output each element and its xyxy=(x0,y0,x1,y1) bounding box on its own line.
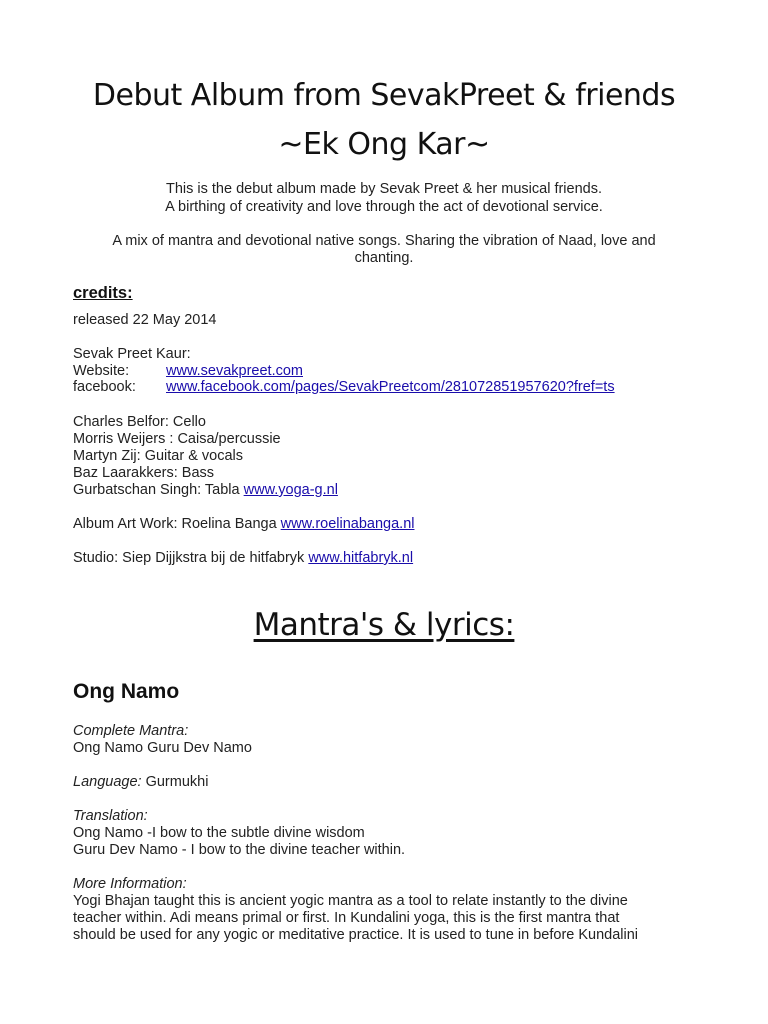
more-info-line: teacher within. Adi means primal or first. In Kundalini yoga, this is the first mantra that xyxy=(73,910,620,926)
language-label: Language: xyxy=(73,774,142,790)
translation-line: Ong Namo -I bow to the subtle divine wisdom xyxy=(73,825,365,841)
more-info-label: More Information: xyxy=(73,876,187,892)
yoga-g-link[interactable]: www.yoga-g.nl xyxy=(243,482,338,498)
artist-name: Sevak Preet Kaur: xyxy=(73,346,191,362)
more-info-line: Yogi Bhajan taught this is ancient yogic mantra as a tool to relate instantly to the divine xyxy=(73,893,628,909)
musician-line: Morris Weijers : Caisa/percussie xyxy=(73,431,281,447)
musician-line: Baz Laarakkers: Bass xyxy=(73,465,215,481)
complete-mantra-label: Complete Mantra: xyxy=(73,723,189,739)
website-row xyxy=(73,363,303,380)
musician-line: Charles Belfor: Cello xyxy=(73,414,206,430)
facebook-label: facebook: xyxy=(73,379,136,395)
translation-line: Guru Dev Namo - I bow to the divine teacher within. xyxy=(73,842,406,858)
album-subtitle: ~Ek Ong Kar~ xyxy=(278,127,490,162)
studio-text: Studio: Siep Dijjkstra bij de hitfabryk xyxy=(73,550,309,566)
roelinabanga-link[interactable]: www.roelinabanga.nl xyxy=(280,516,415,532)
intro-line: A birthing of creativity and love through the act of devotional service. xyxy=(165,199,603,215)
album-title: Debut Album from SevakPreet & friends xyxy=(92,78,676,113)
language-value: Gurmukhi xyxy=(141,774,209,790)
facebook-row xyxy=(73,379,615,396)
musician-line: Martyn Zij: Guitar & vocals xyxy=(73,448,244,464)
website-label: Website: xyxy=(73,363,130,379)
translation-label: Translation: xyxy=(73,808,148,824)
complete-mantra-value: Ong Namo Guru Dev Namo xyxy=(73,740,252,756)
song-title: Ong Namo xyxy=(73,680,180,703)
facebook-link[interactable]: www.facebook.com/pages/SevakPreetcom/281072851957620?fref=ts xyxy=(166,379,615,395)
more-info-line: should be used for any yogic or meditative practice. It is used to tune in before Kundalini xyxy=(73,927,639,943)
credits-heading: credits: xyxy=(73,284,133,302)
intro-line: A mix of mantra and devotional native songs. Sharing the vibration of Naad, love and xyxy=(112,233,656,249)
artwork-line xyxy=(73,516,414,533)
website-link[interactable]: www.sevakpreet.com xyxy=(166,363,303,379)
musician-line xyxy=(73,482,338,499)
language-row xyxy=(73,774,208,791)
intro-line: This is the debut album made by Sevak Preet & her musical friends. xyxy=(165,181,602,197)
release-date: released 22 May 2014 xyxy=(73,312,217,328)
section-heading: Mantra's & lyrics: xyxy=(253,607,515,643)
hitfabryk-link[interactable]: www.hitfabryk.nl xyxy=(308,550,414,566)
musician-text: Gurbatschan Singh: Tabla xyxy=(73,482,244,498)
intro-line: chanting. xyxy=(354,250,414,266)
studio-line xyxy=(73,550,413,567)
artwork-text: Album Art Work: Roelina Banga xyxy=(73,516,281,532)
